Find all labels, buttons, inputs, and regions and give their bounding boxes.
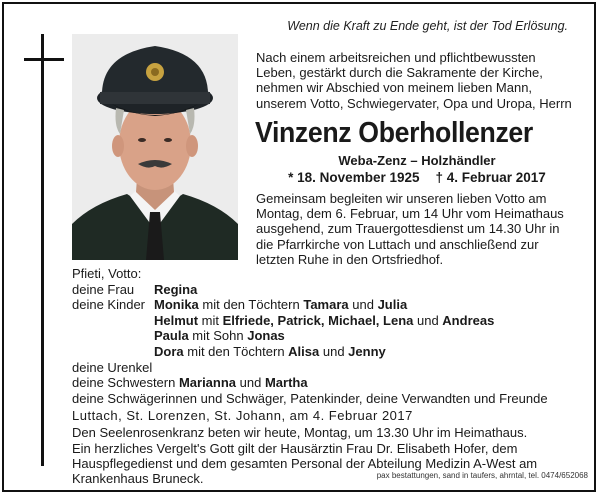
death-date: † 4. Februar 2017 — [435, 170, 546, 185]
child-row — [72, 328, 582, 344]
sisters-label: deine Schwestern — [72, 375, 179, 391]
child-row — [72, 344, 582, 360]
grandchild-name: Julia — [377, 297, 408, 313]
cross-icon-bar — [24, 58, 64, 61]
family-list — [72, 266, 582, 406]
child-name: Helmut — [154, 312, 199, 328]
child-text: mit den Töchtern — [183, 343, 289, 359]
child-name: Dora — [154, 343, 184, 359]
indent — [72, 328, 154, 344]
indent — [72, 313, 154, 329]
place-date: Luttach, St. Lorenzen, St. Johann, am 4. Februar 2017 — [72, 408, 413, 423]
child-text: mit — [198, 312, 223, 328]
wife-row — [72, 282, 582, 298]
sister-name: Martha — [264, 375, 308, 391]
intro-text: Nach einem arbeitsreichen und pflichtbewussten Leben, gestärkt durch die Sakramente der Kirche, nehmen wir Abschied von meinem lieben Mann, unserem Votto, Schwiegervater, Opa und Uropa, Herrn — [256, 50, 572, 111]
grandchild-names: Elfriede, Patrick, Michael, Lena — [222, 312, 414, 328]
sisters-and: und — [236, 375, 265, 391]
child-row — [72, 313, 582, 329]
child-text: und — [319, 343, 349, 359]
greeting: Pfieti, Votto: — [72, 266, 142, 281]
wife-label: deine Frau — [72, 281, 135, 297]
sister-name: Marianna — [178, 375, 237, 391]
funeral-text: Gemeinsam begleiten wir unseren lieben Votto am Montag, dem 6. Februar, um 14 Uhr vom Heimathaus ausgehend, zum Trauergottesdienst um 14.30 Uhr in die Pfarrkirche von Luttach und anschließend zur letzten Ruhe in den Ortsfriedhof. — [256, 191, 564, 267]
wife-name: Regina — [154, 281, 198, 297]
child-name: Paula — [154, 328, 189, 344]
life-dates — [256, 170, 578, 185]
child-text: mit den Töchtern — [198, 297, 304, 313]
thanks-note: Ein herzliches Vergelt's Gott gilt der Hausärztin Frau Dr. Elisabeth Hofer, dem Hauspflegedienst und dem gesamten Personal der Abteilung Medizin A-West am Krankenhaus Bruneck. — [72, 441, 538, 486]
great-grandchildren-label: deine Urenkel — [72, 359, 153, 375]
rosary-note: Den Seelenrosenkranz beten wir heute, Montag, um 13.30 Uhr im Heimathaus. — [72, 425, 528, 440]
portrait-photo — [72, 34, 238, 260]
sisters-row — [72, 375, 582, 391]
grandchild-names: Tamara — [303, 297, 349, 313]
nickname-occupation: Weba-Zenz – Holzhändler — [338, 153, 496, 168]
cross-icon — [41, 34, 44, 466]
birth-date: * 18. November 1925 — [288, 170, 420, 185]
grandchild-names: Alisa — [288, 343, 320, 359]
child-text: mit Sohn — [188, 328, 248, 344]
other-relatives: deine Schwägerinnen und Schwäger, Patenkinder, deine Verwandten und Freunde — [72, 390, 548, 406]
grandchild-name: Andreas — [442, 312, 495, 328]
child-text: und — [348, 297, 378, 313]
indent — [72, 344, 154, 360]
child-text: und — [413, 312, 443, 328]
child-name: Monika — [154, 297, 199, 313]
deceased-name: Vinzenz Oberhollenzer — [255, 117, 533, 149]
undertaker-credit: pax bestattungen, sand in taufers, ahrntal, tel. 0474/652068 — [376, 471, 588, 480]
grandchild-names: Jonas — [247, 328, 285, 344]
motto-quote: Wenn die Kraft zu Ende geht, ist der Tod Erlösung. — [287, 19, 568, 33]
grandchild-name: Jenny — [348, 343, 386, 359]
child-row — [72, 297, 582, 313]
children-label: deine Kinder — [72, 297, 145, 313]
